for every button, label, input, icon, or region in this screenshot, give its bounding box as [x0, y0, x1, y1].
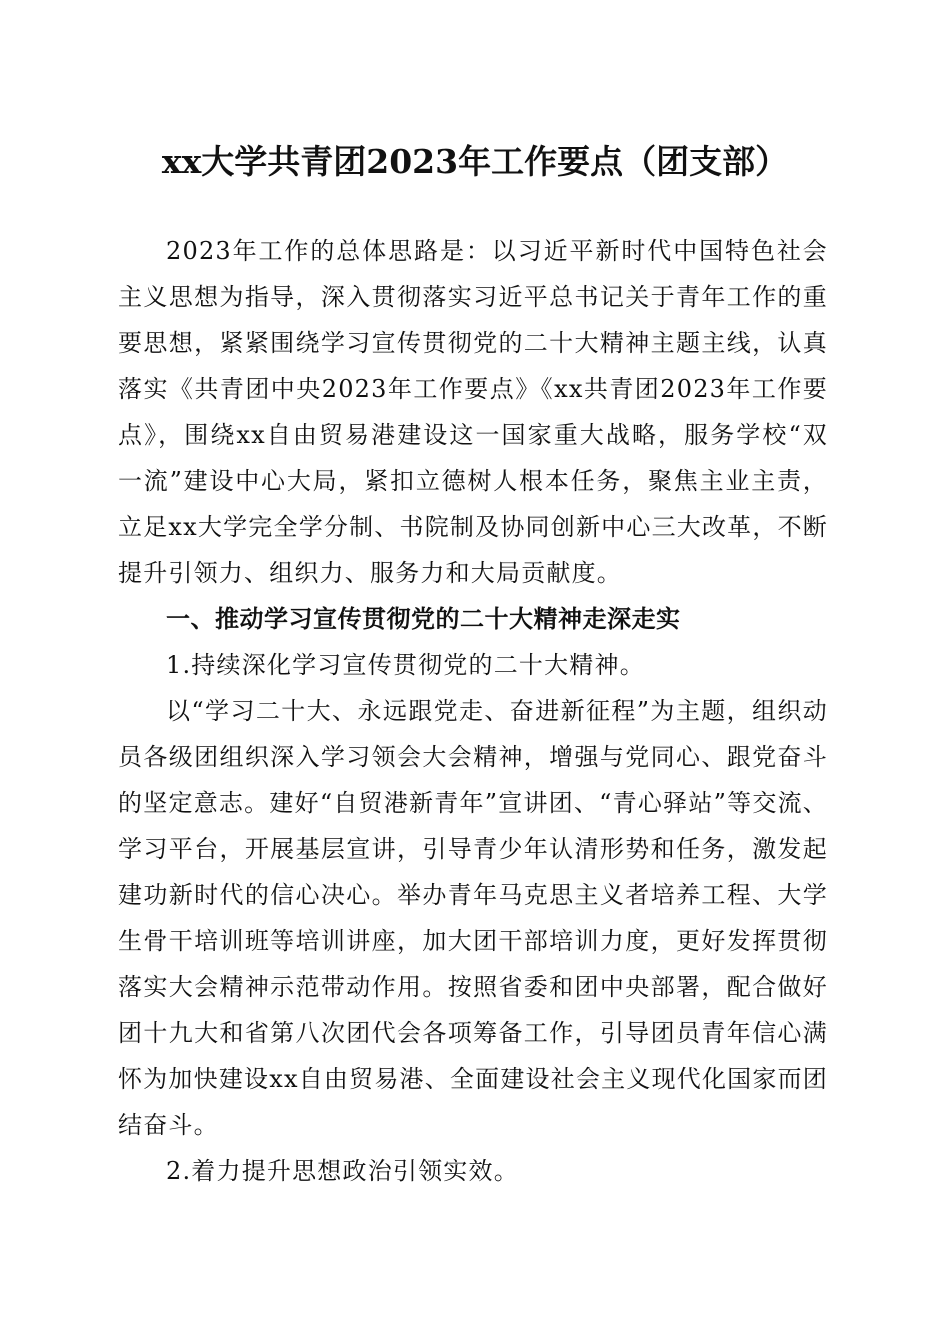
item-title: 2.着力提升思想政治引领实效。 — [166, 1157, 519, 1185]
document-body — [118, 228, 828, 1194]
document-title: xx大学共青团2023年工作要点（团支部） — [161, 142, 789, 181]
item-title: 1.持续深化学习宣传贯彻党的二十大精神。 — [166, 651, 645, 679]
section-heading: 一、推动学习宣传贯彻党的二十大精神走深走实 — [166, 605, 681, 633]
intro-paragraph: 2023年工作的总体思路是：以习近平新时代中国特色社会主义思想为指导，深入贯彻落实习近平总书记关于青年工作的重要思想，紧紧围绕学习宣传贯彻党的二十大精神主题主线，认真落实《共青团中央2023年工作要点》《xx共青团2023年工作要点》，围绕xx自由贸易港建设这一国家重大战略，服务学校“双一流”建设中心大局，紧扣立德树人根本任务，聚焦主业主责，立足xx大学完全学分制、书院制及协同创新中心三大改革，不断提升引领力、组织力、服务力和大局贡献度。 — [118, 237, 828, 587]
item-body-paragraph: 以“学习二十大、永远跟党走、奋进新征程”为主题，组织动员各级团组织深入学习领会大会精神，增强与党同心、跟党奋斗的坚定意志。建好“自贸港新青年”宣讲团、“青心驿站”等交流、学习平台，开展基层宣讲，引导青少年认清形势和任务，激发起建功新时代的信心决心。举办青年马克思主义者培养工程、大学生骨干培训班等培训讲座，加大团干部培训力度，更好发挥贯彻落实大会精神示范带动作用。按照省委和团中央部署，配合做好团十九大和省第八次团代会各项筹备工作，引导团员青年信心满怀为加快建设xx自由贸易港、全面建设社会主义现代化国家而团结奋斗。 — [118, 697, 828, 1139]
